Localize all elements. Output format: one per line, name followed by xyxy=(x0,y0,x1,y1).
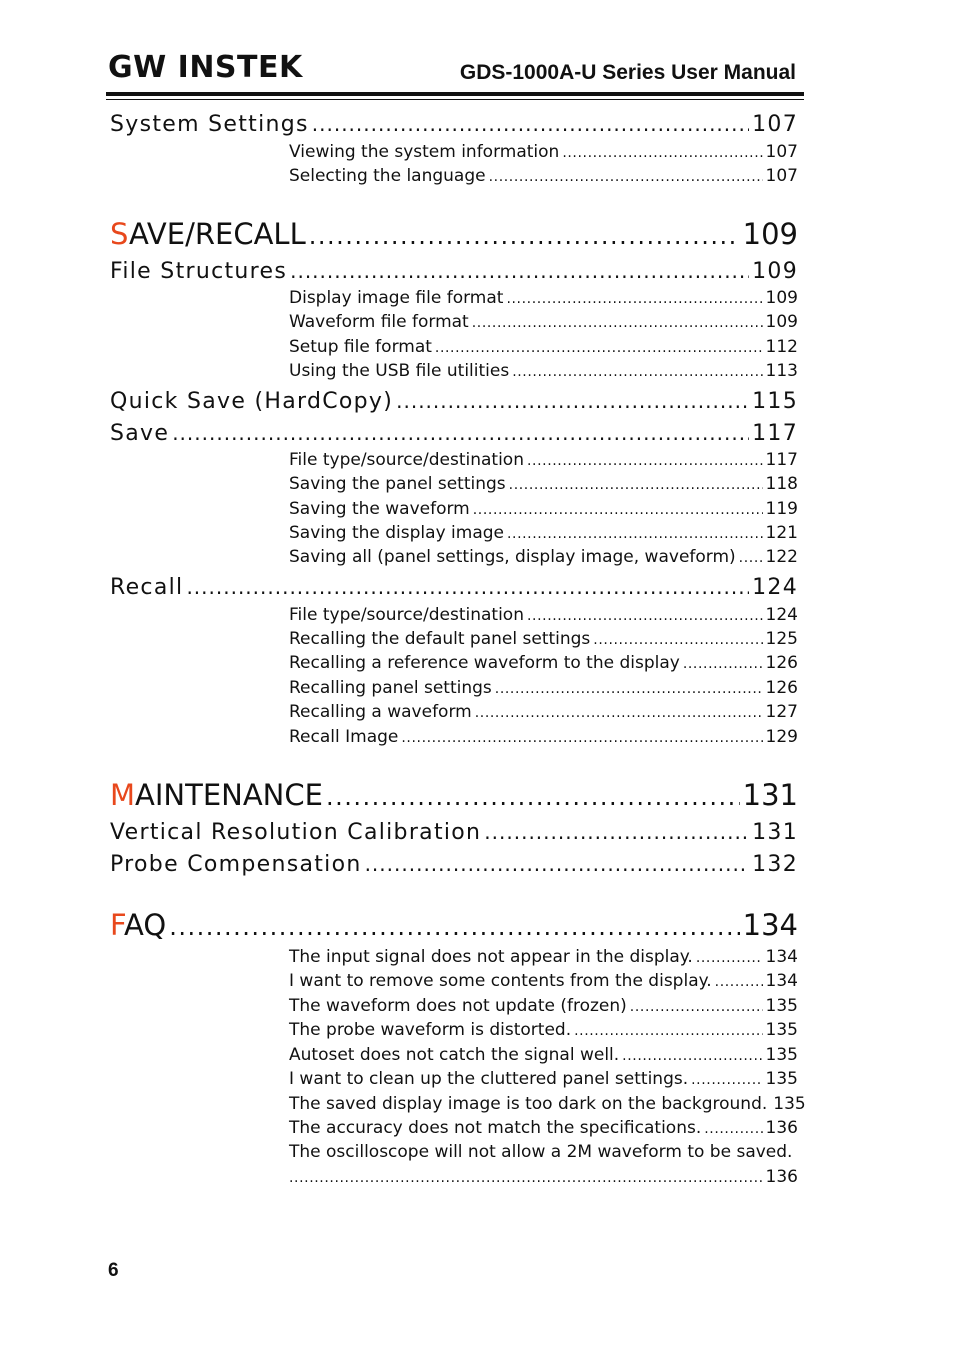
toc-entry-title-wrapped[interactable]: The oscilloscope will not allow a 2M waveform to be saved. xyxy=(289,1142,793,1162)
toc-entry[interactable]: Saving all (panel settings, display image, waveform) ..... 122 xyxy=(289,546,798,569)
chapter-initial: S xyxy=(110,217,129,251)
header-rule-thick xyxy=(106,92,804,96)
toc-entry[interactable]: Saving the panel settings ..... 118 xyxy=(289,473,798,496)
toc-entry[interactable]: Recall Image ..... 129 xyxy=(289,726,798,749)
toc-entry[interactable]: Saving the display image ..... 121 xyxy=(289,522,798,545)
header-rule-thin xyxy=(106,99,804,100)
toc-entry[interactable]: Recalling panel settings ..... 126 xyxy=(289,677,798,700)
toc-entry[interactable]: Waveform file format ..... 109 xyxy=(289,311,798,334)
toc-entry[interactable]: I want to clean up the cluttered panel settings. ..... 135 xyxy=(289,1068,798,1091)
toc-section-quick-save[interactable]: Quick Save (HardCopy) ..... 115 xyxy=(110,387,798,416)
toc-entry-leader[interactable]: ..... 136 xyxy=(289,1166,798,1189)
toc-entry[interactable]: Recalling a reference waveform to the display ..... 126 xyxy=(289,652,798,675)
toc-chapter-maintenance[interactable]: MAINTENANCE ..... 131 xyxy=(110,777,798,815)
toc-section-recall[interactable]: Recall ..... 124 xyxy=(110,573,798,602)
gw-instek-logo: GW INSTEK xyxy=(108,50,303,85)
toc-entry[interactable]: File type/source/destination ..... 117 xyxy=(289,449,798,472)
toc-entry[interactable]: The accuracy does not match the specifications. ..... 136 xyxy=(289,1117,798,1140)
chapter-initial: F xyxy=(110,908,125,942)
toc-entry[interactable]: The input signal does not appear in the display. ..... 134 xyxy=(289,946,798,969)
toc-entry[interactable]: The probe waveform is distorted. ..... 135 xyxy=(289,1019,798,1042)
chapter-initial: M xyxy=(110,778,136,812)
toc-entry[interactable]: Saving the waveform ..... 119 xyxy=(289,498,798,521)
toc-chapter-save-recall[interactable]: SAVE/RECALL ..... 109 xyxy=(110,216,798,254)
toc-section-probe-compensation[interactable]: Probe Compensation ..... 132 xyxy=(110,850,798,879)
toc-entry[interactable]: I want to remove some contents from the display. ..... 134 xyxy=(289,970,798,993)
toc-entry[interactable]: The saved display image is too dark on the background. 135 xyxy=(289,1094,806,1114)
toc-entry[interactable]: Setup file format ..... 112 xyxy=(289,336,798,359)
toc-entry[interactable]: Recalling the default panel settings ..... 125 xyxy=(289,628,798,651)
toc-section-vertical-resolution-calibration[interactable]: Vertical Resolution Calibration ..... 131 xyxy=(110,818,798,847)
toc-entry[interactable]: Using the USB file utilities ..... 113 xyxy=(289,360,798,383)
toc-section-file-structures[interactable]: File Structures ..... 109 xyxy=(110,257,798,286)
toc-entry[interactable]: Viewing the system information ..... 107 xyxy=(289,141,798,164)
toc-chapter-faq[interactable]: FAQ ..... 134 xyxy=(110,907,798,945)
toc-entry[interactable]: Autoset does not catch the signal well. ..... 135 xyxy=(289,1044,798,1067)
manual-title: GDS-1000A-U Series User Manual xyxy=(459,61,796,84)
toc-section-save[interactable]: Save ..... 117 xyxy=(110,419,798,448)
toc-entry[interactable]: Recalling a waveform ..... 127 xyxy=(289,701,798,724)
toc-section-system-settings[interactable]: System Settings ..... 107 xyxy=(110,110,798,139)
toc-entry[interactable]: The waveform does not update (frozen) ..... 135 xyxy=(289,995,798,1018)
toc-entry[interactable]: Display image file format ..... 109 xyxy=(289,287,798,310)
page-number: 6 xyxy=(108,1260,119,1281)
toc-entry[interactable]: File type/source/destination ..... 124 xyxy=(289,604,798,627)
toc-entry[interactable]: Selecting the language ..... 107 xyxy=(289,165,798,188)
